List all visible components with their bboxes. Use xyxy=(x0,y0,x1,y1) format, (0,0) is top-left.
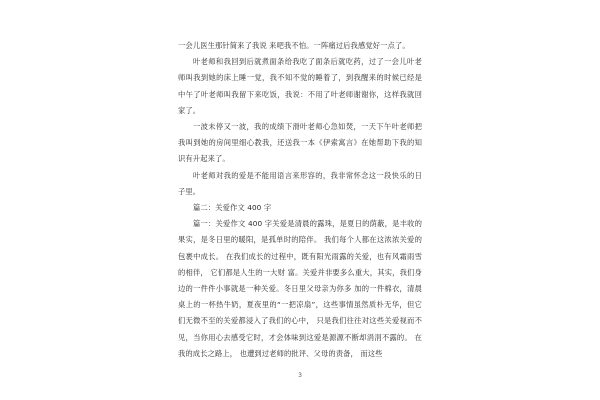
document-body xyxy=(178,38,422,362)
page-number: 3 xyxy=(298,372,302,379)
paragraph-2: 叶老师和我回到后就煮面条给我吃了面条后就吃药，过了一会儿叶老师叫我到她的床上睡一觉，我不知不觉的睡着了，到我醒来的时候已经是中午了叶老师叫我留下来吃饭，我说：不用了叶老师谢谢你，这样我就回家了。 xyxy=(178,57,422,115)
paragraph-4: 叶老师对我的爱是不能用语言来形容的，我非常怀念这一段快乐的日子里。 xyxy=(178,170,422,196)
paragraph-1: 一会儿医生那针简来了我说 来吧我不怕。一阵痛过后我感觉好一点了。 xyxy=(178,41,410,50)
paragraph-6: 篇一：关爱作文 400 字关爱是清晨的露珠，是夏日的荫蔽，是丰收的果实，是冬日里的暖阳，是孤单时的陪伴。 我们每个人都在这浓浓关爱的包裹中成长。 在我们成长的过程中，既有阳光雨露的关爱，也有风霜雨雪的相伴， 它们都是人生的一大财 富。关爱并非要多么重大，其实，我们身边的一件件小事就是一种关爱。冬日里父母亲为你多 加的一件棉衣，清晨桌上的一杯热牛奶，夏夜里的“一把凉扇”，这些事情虽然质朴无华，但它们无微不至的关爱都浸入了我们的心中， 只是我们往往对这些关爱视而不见，当你用心去感受它时，才会体味到这爱是源源不断却涓涓不露的。 在我的成长之路上， 也遭到过老师的批评、父母的责备， 而这些 xyxy=(178,219,422,358)
section-heading: 篇二：关爱作文 400 字 xyxy=(193,203,272,213)
paragraph-3: 一波未停又一波，我的成绩下滑叶老师心急如焚，一天下午叶老师把我叫到她的房间里细心教我，还送我一本《伊索寓言》在她帮助下我的知识有升起来了。 xyxy=(178,122,422,164)
